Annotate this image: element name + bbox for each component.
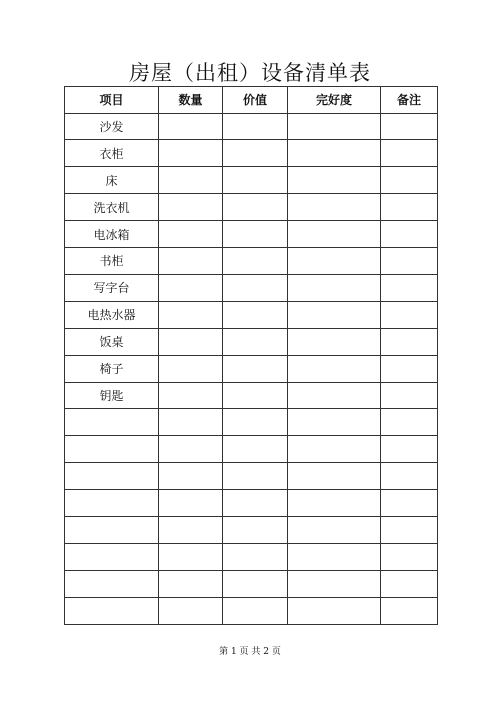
- table-row: [65, 570, 438, 597]
- cell-remarks: [381, 274, 438, 301]
- cell-condition: [288, 543, 381, 570]
- cell-quantity: [159, 570, 223, 597]
- cell-value: [223, 140, 288, 167]
- cell-quantity: [159, 248, 223, 275]
- cell-condition: [288, 463, 381, 490]
- header-quantity: 数量: [159, 87, 223, 114]
- cell-condition: [288, 194, 381, 221]
- cell-remarks: [381, 140, 438, 167]
- cell-condition: [288, 140, 381, 167]
- cell-item: 床: [65, 167, 159, 194]
- cell-condition: [288, 221, 381, 248]
- cell-value: [223, 570, 288, 597]
- cell-condition: [288, 167, 381, 194]
- cell-remarks: [381, 490, 438, 517]
- table-row: [65, 194, 438, 221]
- cell-value: [223, 301, 288, 328]
- cell-condition: [288, 328, 381, 355]
- cell-remarks: [381, 221, 438, 248]
- header-item: 项目: [65, 87, 159, 114]
- cell-remarks: [381, 248, 438, 275]
- table-row: [65, 463, 438, 490]
- table-row: [65, 221, 438, 248]
- cell-condition: [288, 409, 381, 436]
- cell-remarks: [381, 355, 438, 382]
- cell-quantity: [159, 301, 223, 328]
- cell-remarks: [381, 382, 438, 409]
- cell-value: [223, 597, 288, 624]
- cell-quantity: [159, 167, 223, 194]
- cell-value: [223, 490, 288, 517]
- cell-quantity: [159, 490, 223, 517]
- cell-value: [223, 355, 288, 382]
- cell-value: [223, 248, 288, 275]
- cell-quantity: [159, 597, 223, 624]
- cell-remarks: [381, 167, 438, 194]
- cell-item: [65, 543, 159, 570]
- table-row: [65, 409, 438, 436]
- cell-item: 钥匙: [65, 382, 159, 409]
- cell-remarks: [381, 194, 438, 221]
- cell-quantity: [159, 516, 223, 543]
- cell-item: [65, 516, 159, 543]
- table-header-row: [65, 87, 438, 114]
- header-value: 价值: [223, 87, 288, 114]
- cell-condition: [288, 301, 381, 328]
- cell-remarks: [381, 597, 438, 624]
- table-row: [65, 301, 438, 328]
- cell-condition: [288, 355, 381, 382]
- cell-remarks: [381, 301, 438, 328]
- cell-quantity: [159, 113, 223, 140]
- header-remarks: 备注: [381, 87, 438, 114]
- cell-value: [223, 113, 288, 140]
- cell-item: 电热水器: [65, 301, 159, 328]
- cell-remarks: [381, 436, 438, 463]
- cell-item: [65, 409, 159, 436]
- cell-quantity: [159, 436, 223, 463]
- table-row: [65, 355, 438, 382]
- cell-quantity: [159, 194, 223, 221]
- equipment-table: [64, 86, 438, 625]
- table-row: [65, 543, 438, 570]
- cell-condition: [288, 516, 381, 543]
- cell-remarks: [381, 328, 438, 355]
- table-row: [65, 248, 438, 275]
- cell-condition: [288, 113, 381, 140]
- table-body: [65, 113, 438, 624]
- cell-remarks: [381, 543, 438, 570]
- cell-item: [65, 436, 159, 463]
- table-row: [65, 167, 438, 194]
- cell-condition: [288, 597, 381, 624]
- cell-item: 电冰箱: [65, 221, 159, 248]
- cell-value: [223, 194, 288, 221]
- cell-item: 洗衣机: [65, 194, 159, 221]
- cell-item: [65, 570, 159, 597]
- cell-value: [223, 436, 288, 463]
- document-title: 房屋（出租）设备清单表: [129, 61, 371, 85]
- cell-value: [223, 274, 288, 301]
- cell-value: [223, 167, 288, 194]
- cell-value: [223, 382, 288, 409]
- cell-value: [223, 328, 288, 355]
- cell-item: 椅子: [65, 355, 159, 382]
- cell-quantity: [159, 382, 223, 409]
- table-row: [65, 328, 438, 355]
- table-row: [65, 274, 438, 301]
- cell-quantity: [159, 221, 223, 248]
- cell-condition: [288, 274, 381, 301]
- cell-condition: [288, 248, 381, 275]
- table-row: [65, 140, 438, 167]
- table-row: [65, 490, 438, 517]
- cell-quantity: [159, 409, 223, 436]
- table-row: [65, 382, 438, 409]
- cell-quantity: [159, 140, 223, 167]
- cell-remarks: [381, 409, 438, 436]
- cell-item: [65, 490, 159, 517]
- table-row: [65, 113, 438, 140]
- cell-condition: [288, 570, 381, 597]
- cell-item: [65, 463, 159, 490]
- cell-value: [223, 409, 288, 436]
- cell-value: [223, 543, 288, 570]
- cell-value: [223, 221, 288, 248]
- cell-quantity: [159, 543, 223, 570]
- cell-quantity: [159, 463, 223, 490]
- cell-remarks: [381, 113, 438, 140]
- table-row: [65, 516, 438, 543]
- cell-condition: [288, 490, 381, 517]
- cell-item: 沙发: [65, 113, 159, 140]
- cell-item: 衣柜: [65, 140, 159, 167]
- cell-remarks: [381, 516, 438, 543]
- cell-value: [223, 463, 288, 490]
- cell-quantity: [159, 328, 223, 355]
- cell-remarks: [381, 463, 438, 490]
- header-condition: 完好度: [288, 87, 381, 114]
- cell-item: [65, 597, 159, 624]
- cell-quantity: [159, 355, 223, 382]
- cell-remarks: [381, 570, 438, 597]
- cell-value: [223, 516, 288, 543]
- cell-item: 饭桌: [65, 328, 159, 355]
- cell-item: 写字台: [65, 274, 159, 301]
- table-row: [65, 436, 438, 463]
- table-row: [65, 597, 438, 624]
- cell-quantity: [159, 274, 223, 301]
- cell-condition: [288, 436, 381, 463]
- page-number: 第 1 页 共 2 页: [219, 647, 281, 657]
- cell-item: 书柜: [65, 248, 159, 275]
- cell-condition: [288, 382, 381, 409]
